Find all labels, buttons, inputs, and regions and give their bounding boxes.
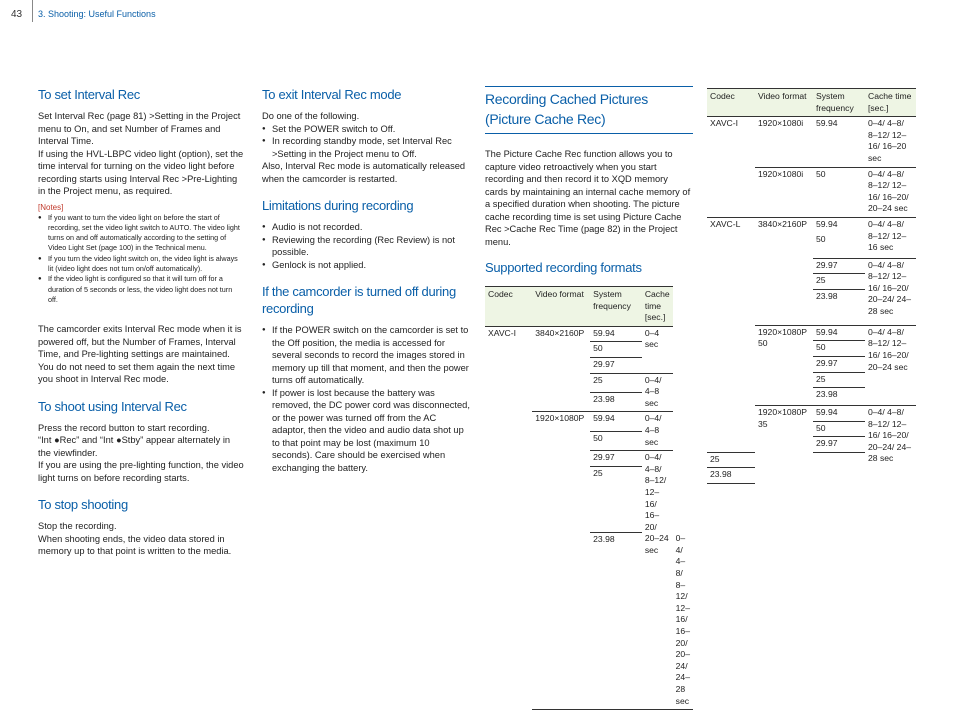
section-stop-shooting [38,496,244,558]
stop-para-1: Stop the recording. [38,521,117,532]
formats-table-1 [485,286,693,710]
cell-frequency: 50 [813,421,865,437]
bullet-item: ● Audio is not recorded. [262,221,470,234]
cell-cache-time: 0–4/ 4–8/ 8–12/ 12–16/ 16–20/ 20–24/ 24–28 sec [673,532,693,709]
cell-format: 1920×1080P 35 [758,407,807,429]
limitations-bullets [262,221,470,271]
cell-cache-time: 0–4/ 4–8/ 8–12/ 12–16/ 16–20/ 20–24/ 24–28 sec [865,258,916,325]
cell-frequency: 23.98 [813,289,865,325]
cell-cache-time: 0–4/ 4–8/ 8–12/ 12–16/ 16–20 sec [865,117,916,167]
breadcrumb: 3. Shooting: Useful Functions [38,9,156,19]
exit-bullets [262,123,470,161]
cell-frequency: 25 [813,274,865,290]
th-codec: Codec [485,287,532,327]
cell-cache-time: 0–4/ 4–8/ 8–12/ 12–16/ 16–20/ 20–24 sec [865,167,916,217]
column-2 [262,86,470,486]
section-power-off [262,283,470,474]
cell-frequency: 50 [813,341,865,357]
cell-frequency: 29.97 [813,437,865,453]
cell-frequency: 59.94 [590,412,642,431]
bullet-item: ● If power is lost because the battery was removed, the DC power cord was disconnected, or the power was turned off from the AC adaptor, then the video and audio data shot up to that point may be lost (maximum 10 seconds). Care should be exercised when exchanging the battery. [262,387,470,475]
cell-format: 1920×1080i [755,167,813,217]
cell-frequency: 50 [813,233,865,259]
th-system-frequency: System frequency [590,287,642,327]
column-3 [485,86,693,283]
shoot-para-2: “Int ●Rec” and “Int ●Stby” appear alternately in the viewfinder. [38,435,231,458]
notes-list [38,213,244,306]
cell-codec: XAVC-I [488,327,517,338]
heading-power-off: If the camcorder is turned off during recording [262,284,456,316]
cell-frequency: 25 [590,373,642,392]
formats-table-2 [707,88,916,484]
heading-limitations: Limitations during recording [262,198,414,213]
cell-frequency: 59.94 [813,406,865,422]
cell-format: 1920×1080P 50 [755,325,813,405]
th-video-format: Video format [755,89,813,117]
cell-format: 3840×2160P [532,326,590,412]
set-interval-after: The camcorder exits Interval Rec mode when it is powered off, but the Number of Frames, Interval Time, and Pre-lighting settings are maintained. You do not need to set them again the next time you shoot in Interval Rec mode. [38,324,242,385]
note-item: ● If you turn the video light switch on, the video light is always lit (video light does not turn on/off automatically). [38,254,244,275]
cell-frequency: 29.97 [813,356,865,372]
exit-intro: Do one of the following. [262,111,360,121]
th-video-format: Video format [532,287,590,327]
cell-frequency: 23.98 [707,468,755,484]
section-shoot-interval [38,398,244,485]
cell-frequency: 23.98 [813,388,865,406]
th-codec: Codec [707,89,755,117]
cell-cache-time: 0–4/ 4–8/ 8–12/ 12–16/ 16–20/ 20–24 sec [642,451,673,710]
th-cache-time: Cache time [sec.] [865,89,916,117]
cell-frequency: 25 [707,452,755,468]
bullet-item: ● If the POWER switch on the camcorder is set to the Off position, the media is accessed for several seconds to record the images stored in memory up till that moment, and then the power turns off automatically. [262,324,470,387]
power-off-bullets [262,324,470,474]
cell-frequency: 29.97 [590,451,642,467]
heading-exit-interval: To exit Interval Rec mode [262,87,402,102]
section-limitations [262,197,470,271]
shoot-para-3: If you are using the pre-lighting function, the video light turns on before recording starts. [38,460,244,483]
cell-frequency: 50 [813,167,865,217]
header-divider [32,0,33,22]
section-exit-interval [262,86,470,185]
cell-frequency: 59.94 [813,117,865,167]
cell-frequency: 29.97 [590,357,642,373]
bullet-item: ● Reviewing the recording (Rec Review) is not possible. [262,234,470,259]
cell-cache-time: 0–4/ 4–8/ 8–12/ 12–16/ 16–20/ 20–24/ 24–28 sec [868,407,912,464]
section-set-interval [38,86,244,386]
cell-frequency: 59.94 [813,325,865,341]
notes-label: [Notes] [38,202,64,212]
cell-cache-time: 0–4 sec [642,326,673,373]
cell-frequency: 23.98 [590,532,642,709]
set-interval-para-2: If using the HVL-LBPC video light (option), set the time interval for turning on the video light before recording starts using Interval Rec >Pre-Lighting in the Project menu, as required. [38,148,244,196]
column-1 [38,86,244,570]
cell-frequency: 29.97 [813,258,865,274]
note-item: ● If you want to turn the video light on before the start of recording, set the video light switch to AUTO. The video light turns on and off automatically according to the setting of Video Light Set (page 100) in the Technical menu. [38,213,244,254]
cell-frequency: 50 [590,342,642,358]
cell-cache-time: 0–4/ 4–8/ 8–12/ 12–16/ 16–20/ 20–24 sec [865,325,916,405]
heading-supported-formats: Supported recording formats [485,260,642,275]
cell-frequency: 59.94 [590,326,642,342]
cell-frequency: 50 [590,431,642,450]
cell-format: 1920×1080i [755,117,813,167]
heading-shoot-interval: To shoot using Interval Rec [38,398,187,414]
page-number: 43 [11,9,23,20]
cell-frequency: 25 [590,466,642,532]
th-system-frequency: System frequency [813,89,865,117]
cell-codec: XAVC-I [707,117,755,218]
cell-cache-time: 0–4/ 4–8 sec [642,373,673,412]
bullet-item: ● In recording standby mode, set Interval Rec >Setting in the Project menu to Off. [262,135,470,160]
cell-frequency: 25 [813,372,865,388]
bullet-item: ● Set the POWER switch to Off. [262,123,470,136]
picture-cache-body: The Picture Cache Rec function allows you to capture video retroactively when you start recording and then record it to XQD memory cards by maintaining an internal cache memory of a specified duration when shooting. The picture cache recording time is set using Picture Cache Rec >Cache Rec Time (page 82) in the Project menu. [485,149,691,247]
set-interval-para-1: Set Interval Rec (page 81) >Setting in the Project menu to On, and set Number of Frames and Interval Time. [38,111,241,146]
cell-codec: XAVC-L [707,217,755,452]
cell-format: 3840×2160P [755,217,813,325]
cell-frequency: 59.94 [816,218,838,229]
heading-picture-cache: Recording Cached Pictures (Picture Cache Rec) [485,86,693,134]
th-cache-time: Cache time [sec.] [642,287,673,327]
bullet-item: ● Genlock is not applied. [262,259,470,272]
shoot-para-1: Press the record button to start recording. [38,422,210,433]
exit-after: Also, Interval Rec mode is automatically released when the camcorder is restarted. [262,161,466,184]
heading-set-interval: To set Interval Rec [38,87,140,102]
cell-format: 1920×1080P [532,412,590,710]
heading-stop-shooting: To stop shooting [38,497,128,513]
stop-para-2: When shooting ends, the video data stored in memory up to that point is written to the media. [38,533,232,557]
cell-cache-time: 0–4/ 4–8 sec [642,412,673,451]
note-item: ● If the video light is configured so that it will turn off for a duration of 5 seconds or less, the video light does not turn off. [38,274,244,305]
cell-cache-time: 0–4/ 4–8/ 8–12/ 12–16 sec [865,217,916,258]
cell-frequency: 23.98 [590,392,642,411]
